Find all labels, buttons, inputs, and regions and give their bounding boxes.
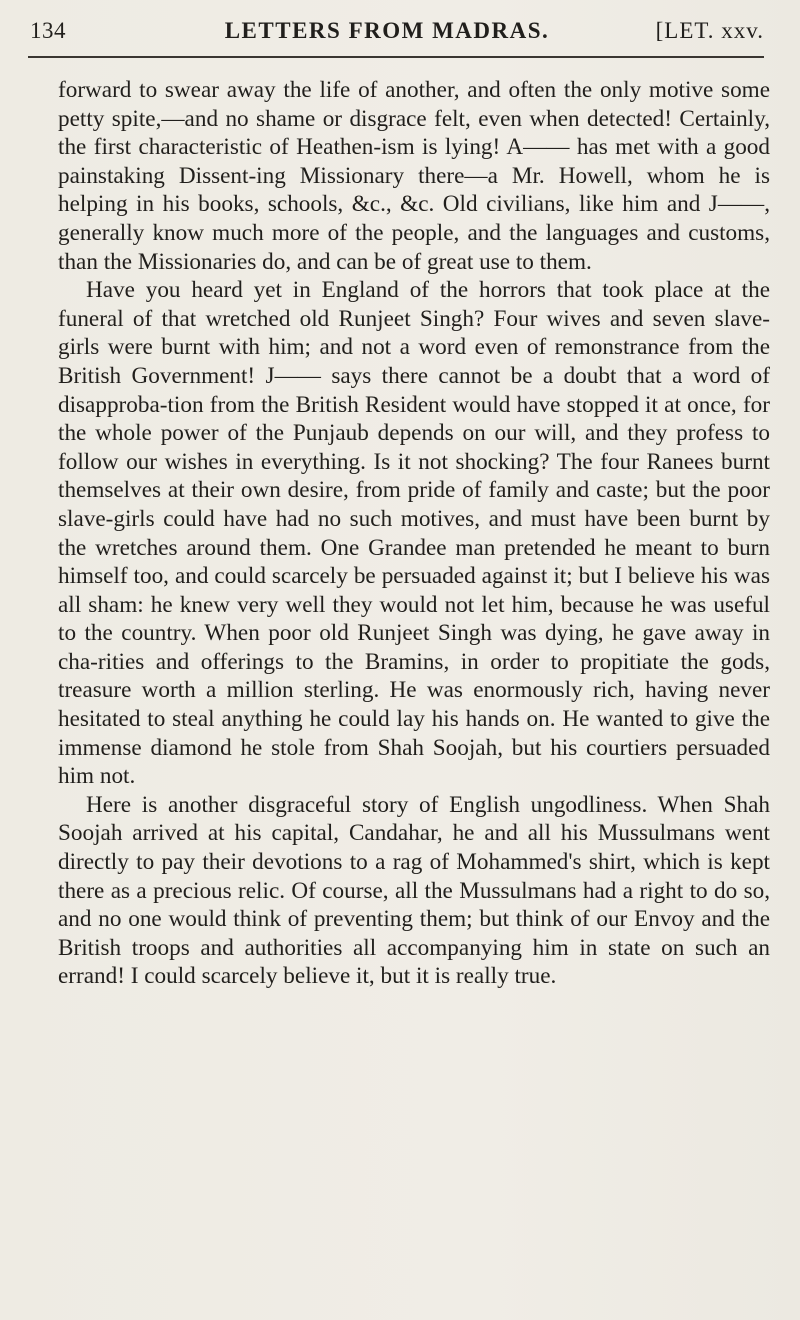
header-rule	[28, 56, 764, 58]
letter-number: [LET. xxv.	[655, 18, 764, 43]
running-head	[30, 18, 764, 52]
paragraph-3: Here is another disgraceful story of English ungodliness. When Shah Soojah arrived at his capital, Candahar, he and all his Mussulmans went directly to pay their devotions to a rag of Mohammed's shirt, which is kept there as a precious relic. Of course, all the Mussulmans had a right to do so, and no one would think of preventing them; but think of our Envoy and the British troops and authorities all accompanying him in state on such an errand! I could scarcely believe it, but it is really true.	[58, 791, 770, 990]
body-text	[58, 76, 770, 991]
page-number: 134	[30, 18, 66, 43]
paragraph-1: forward to swear away the life of another, and often the only motive some petty spite,—and no shame or disgrace felt, even when detected! Certainly, the first characteristic of Heathen-ism is lying! A—— has met with a good painstaking Dissent-ing Missionary there—a Mr. Howell, whom he is helping in his books, schools, &c., &c. Old civilians, like him and J——, generally know much more of the people, and the languages and customs, than the Missionaries do, and can be of great use to them.	[58, 77, 770, 275]
paragraph-2: Have you heard yet in England of the horrors that took place at the funeral of that wretched old Runjeet Singh? Four wives and seven slave-girls were burnt with him; and not a word even of remonstrance from the British Government! J—— says there cannot be a doubt that a word of disapproba-tion from the British Resident would have stopped it at once, for the whole power of the Punjaub depends on our will, and they profess to follow our wishes in everything. Is it not shocking? The four Ranees burnt themselves at their own desire, from pride of family and caste; but the poor slave-girls could have had no such motives, and must have been burnt by the wretches around them. One Grandee man pretended he meant to burn himself too, and could scarcely be persuaded against it; but I believe his was all sham: he knew very well they would not let him, because he was useful to the country. When poor old Runjeet Singh was dying, he gave away in cha-rities and offerings to the Bramins, in order to propitiate the gods, treasure worth a million sterling. He was enormously rich, having never hesitated to steal anything he could lay his hands on. He wanted to give the immense diamond he stole from Shah Soojah, but his courtiers persuaded him not.	[58, 277, 770, 790]
book-title: LETTERS FROM MADRAS.	[224, 18, 550, 43]
